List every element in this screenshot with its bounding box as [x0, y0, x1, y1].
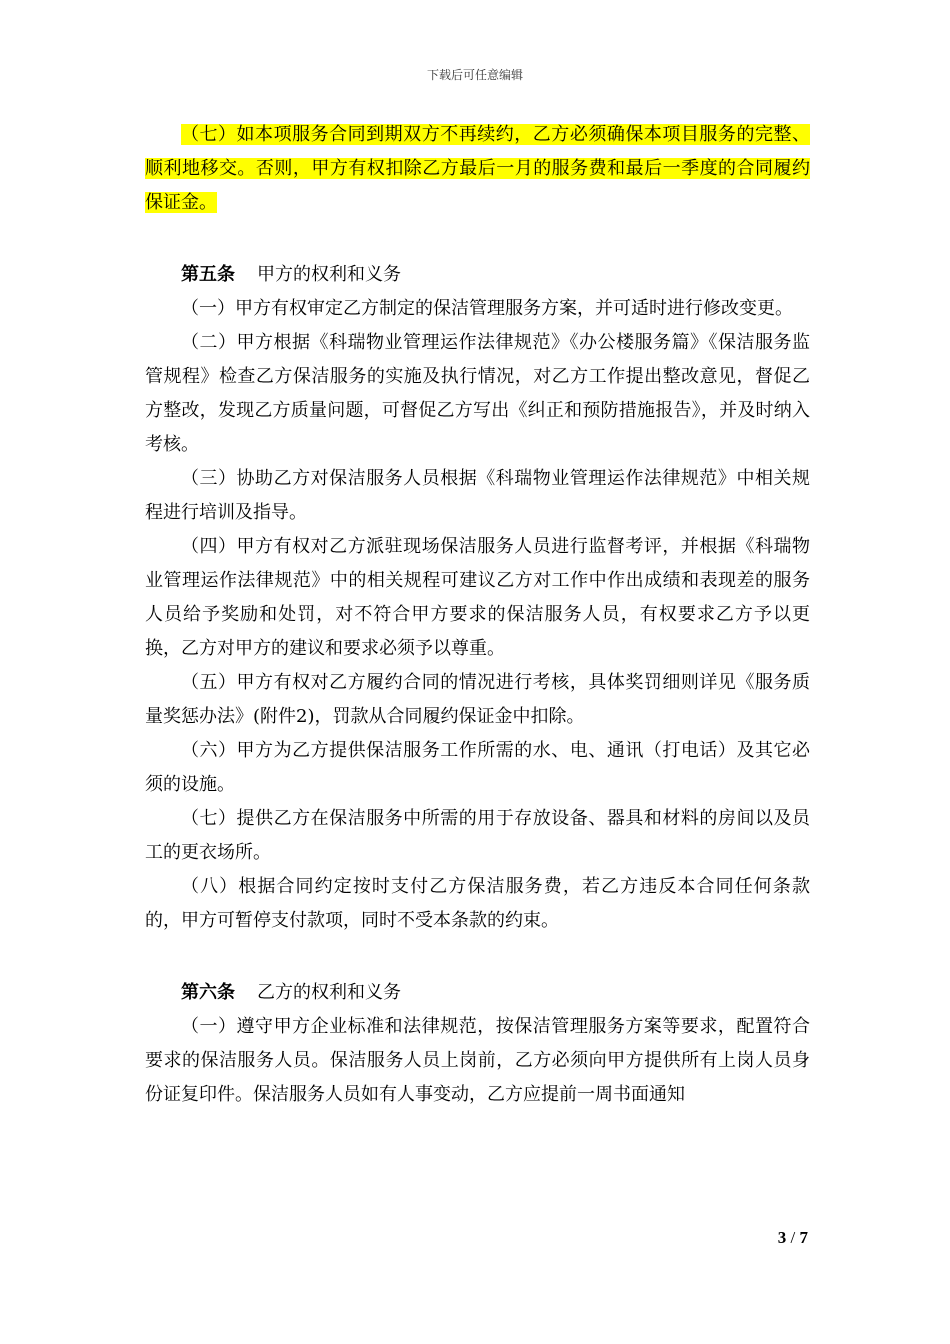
spacer	[145, 938, 810, 976]
highlighted-paragraph	[145, 118, 810, 220]
article-5-item-5: （五）甲方有权对乙方履约合同的情况进行考核，具体奖罚细则详见《服务质量奖惩办法》(附件2)，罚款从合同履约保证金中扣除。	[145, 672, 810, 727]
page-number	[778, 1228, 808, 1248]
article-5-heading	[145, 258, 810, 292]
page-header: 下载后可任意编辑	[426, 68, 523, 82]
highlight-text: （七）如本项服务合同到期双方不再续约，乙方必须确保本项目服务的完整、顺利地移交。否则，甲方有权扣除乙方最后一月的服务费和最后一季度的合同履约保证金。	[145, 124, 810, 213]
article-5-number: 第五条	[181, 264, 235, 285]
page-separator: /	[786, 1228, 800, 1247]
article-5-item-6: （六）甲方为乙方提供保洁服务工作所需的水、电、通讯（打电话）及其它必须的设施。	[145, 740, 810, 795]
article-5-item-3: （三）协助乙方对保洁服务人员根据《科瑞物业管理运作法律规范》中相关规程进行培训及指导。	[145, 468, 810, 523]
page-current: 3	[777, 1228, 787, 1247]
article-5-item-7: （七）提供乙方在保洁服务中所需的用于存放设备、器具和材料的房间以及员工的更衣场所。	[145, 808, 810, 863]
article-6-item-1: （一）遵守甲方企业标准和法律规范，按保洁管理服务方案等要求，配置符合要求的保洁服务人员。保洁服务人员上岗前，乙方必须向甲方提供所有上岗人员身份证复印件。保洁服务人员如有人事变动，乙方应提前一周书面通知	[145, 1016, 810, 1105]
article-5-item-4: （四）甲方有权对乙方派驻现场保洁服务人员进行监督考评，并根据《科瑞物业管理运作法律规范》中的相关规程可建议乙方对工作中作出成绩和表现差的服务人员给予奖励和处罚，对不符合甲方要求的保洁服务人员，有权要求乙方予以更换，乙方对甲方的建议和要求必须予以尊重。	[145, 536, 810, 659]
article-5-item-1: （一）甲方有权审定乙方制定的保洁管理服务方案，并可适时进行修改变更。	[181, 298, 793, 319]
article-5-item-2: （二）甲方根据《科瑞物业管理运作法律规范》《办公楼服务篇》《保洁服务监管规程》检查乙方保洁服务的实施及执行情况，对乙方工作提出整改意见，督促乙方整改，发现乙方质量问题，可督促乙方写出《纠正和预防措施报告》，并及时纳入考核。	[145, 332, 810, 455]
article-5-title: 甲方的权利和义务	[257, 264, 401, 285]
document-body	[145, 118, 810, 1112]
spacer	[145, 220, 810, 258]
article-6-heading	[145, 976, 810, 1010]
article-6-number: 第六条	[181, 982, 235, 1003]
page-total: 7	[799, 1228, 808, 1247]
article-5-item-8: （八）根据合同约定按时支付乙方保洁服务费，若乙方违反本合同任何条款的，甲方可暂停支付款项，同时不受本条款的约束。	[145, 876, 810, 931]
article-6-title: 乙方的权利和义务	[257, 982, 401, 1003]
